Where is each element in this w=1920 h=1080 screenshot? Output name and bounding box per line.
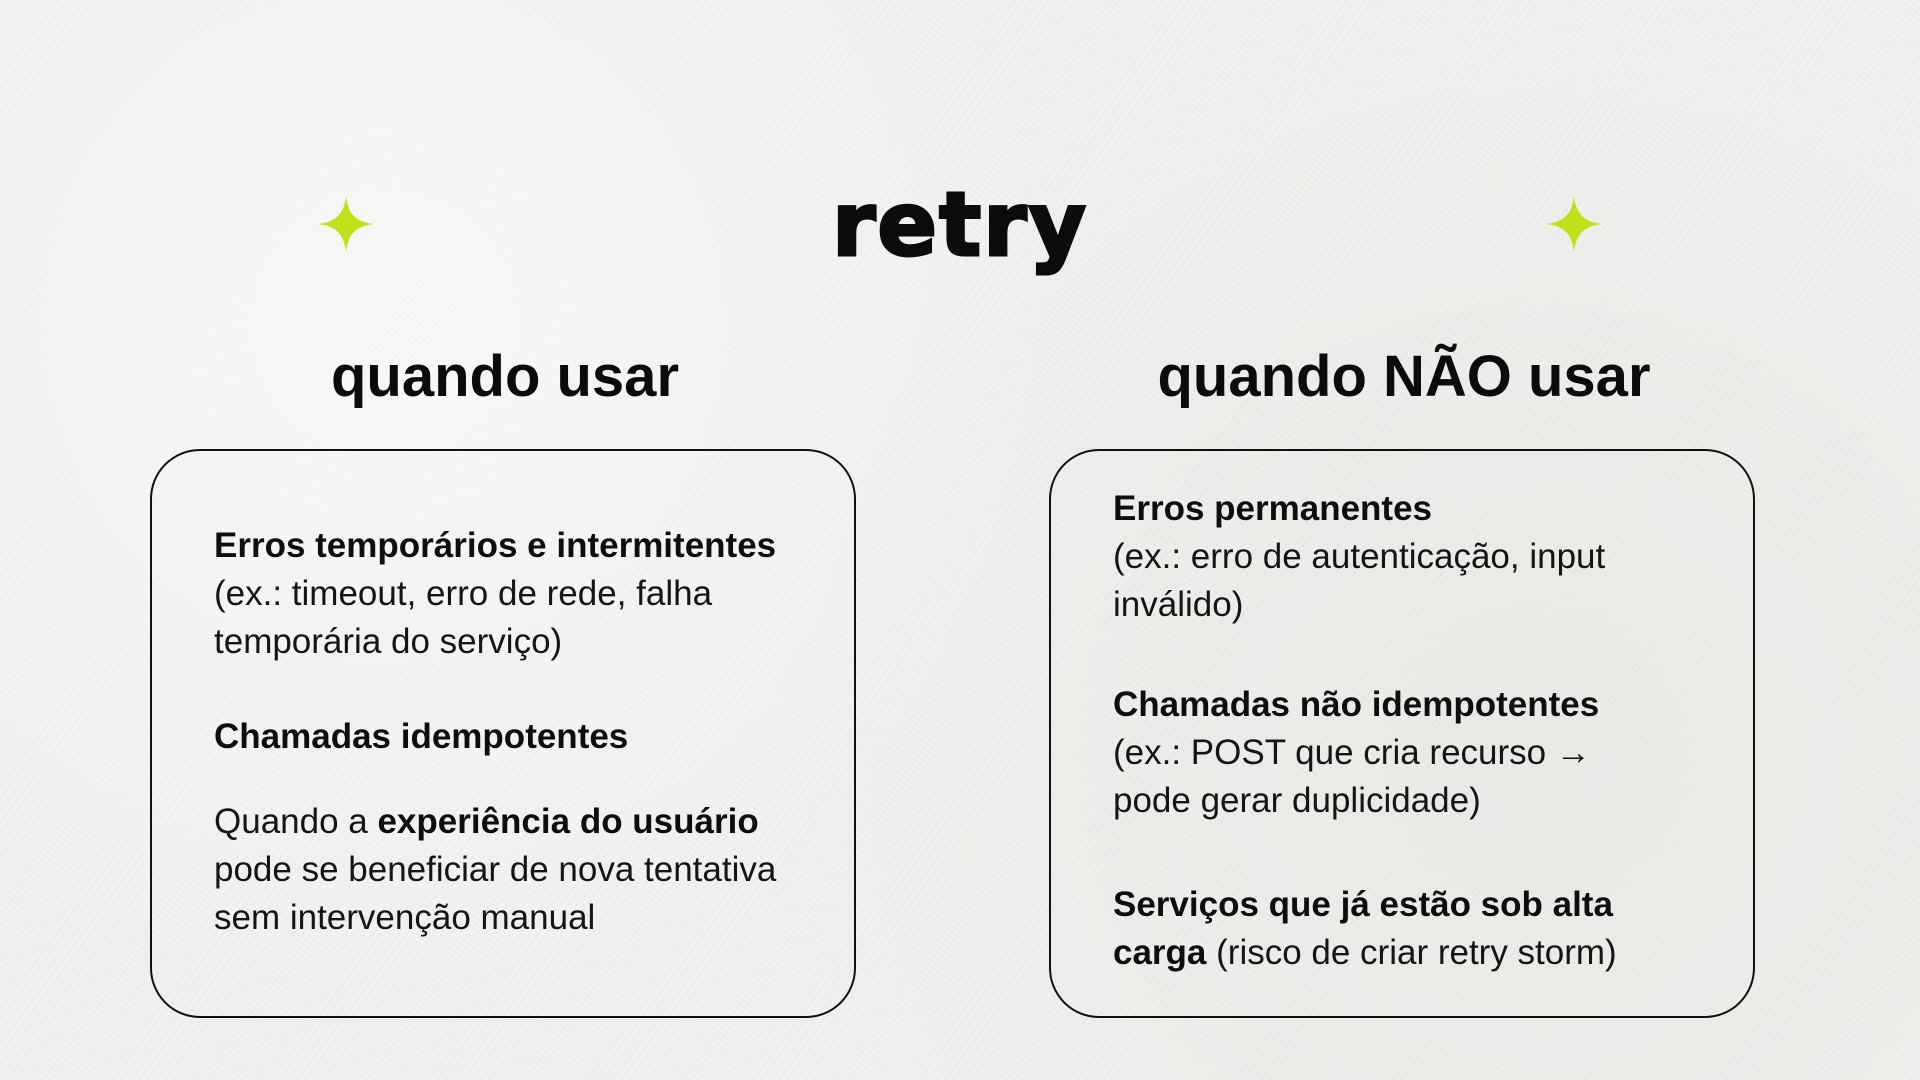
list-item — [1113, 881, 1733, 977]
item-title: Erros temporários e intermitentes — [214, 526, 777, 565]
when-not-to-use-card — [1049, 449, 1755, 1018]
item-prefix: Quando a — [214, 802, 378, 841]
list-item — [1113, 681, 1733, 825]
item-title: Chamadas idempotentes — [214, 717, 629, 756]
when-to-use-card — [150, 449, 856, 1018]
item-detail: temporária do serviço) — [214, 622, 563, 661]
item-detail: (risco de criar retry storm) — [1206, 933, 1617, 972]
item-detail: pode gerar duplicidade) — [1113, 781, 1481, 820]
item-detail: (ex.: POST que cria recurso → — [1113, 733, 1591, 772]
item-detail: inválido) — [1113, 585, 1244, 624]
item-title: Erros permanentes — [1113, 489, 1433, 528]
item-title: Serviços que já estão sob alta — [1113, 885, 1613, 924]
item-detail: sem intervenção manual — [214, 898, 596, 937]
item-detail: (ex.: timeout, erro de rede, falha — [214, 574, 713, 613]
when-not-to-use-heading: quando NÃO usar — [1157, 344, 1651, 409]
four-point-star-icon — [1544, 194, 1604, 254]
list-item — [1113, 485, 1733, 629]
item-detail: pode se beneficiar de nova tentativa — [214, 850, 777, 889]
list-item — [214, 522, 834, 666]
list-item — [214, 713, 834, 761]
item-detail: (ex.: erro de autenticação, input — [1113, 537, 1606, 576]
when-to-use-heading: quando usar — [330, 344, 680, 409]
list-item — [214, 798, 834, 942]
item-title: carga — [1113, 933, 1207, 972]
item-title: experiência do usuário — [377, 802, 759, 841]
page-title: retry — [832, 173, 1088, 276]
item-title: Chamadas não idempotentes — [1113, 685, 1600, 724]
four-point-star-icon — [316, 194, 376, 254]
